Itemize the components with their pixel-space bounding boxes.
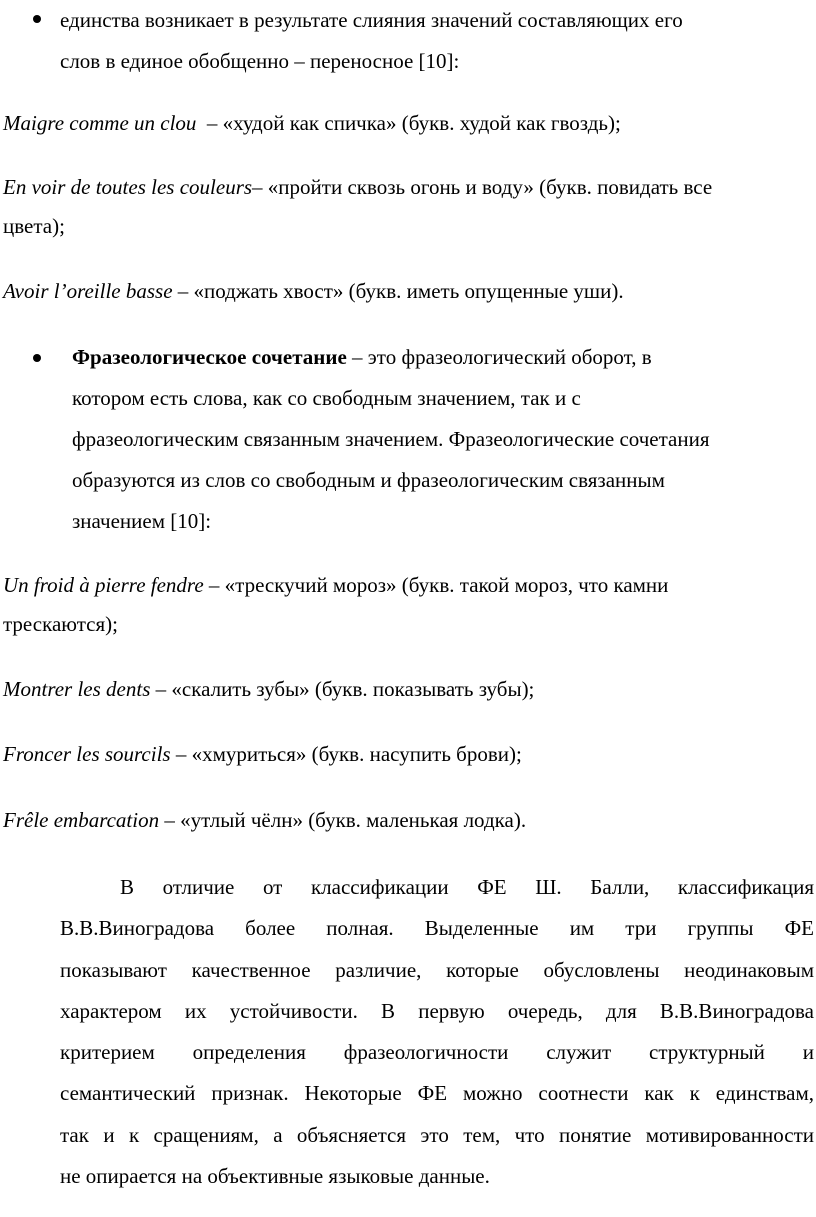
paragraph-line: показывают качественное различие, которые обусловлены неодинаковым — [60, 957, 814, 982]
french-phrase: Avoir l’oreille basse — [3, 279, 173, 303]
paragraph-line: так и к сращениям, а объясняется это тем, что понятие мотивированности — [60, 1122, 814, 1147]
french-phrase: Un froid à pierre fendre — [3, 573, 204, 597]
translation-continued: цвета); — [3, 214, 65, 238]
translation: – «поджать хвост» (букв. иметь опущенные уши). — [172, 279, 624, 303]
example-un-froid — [3, 566, 813, 644]
bullet-line: образуются из слов со свободным и фразеологическим связанным — [72, 468, 665, 492]
translation: – «пройти сквозь огонь и воду» (букв. повидать все — [252, 175, 713, 199]
translation: – «скалить зубы» (букв. показывать зубы); — [150, 677, 535, 701]
paragraph-line: характером их устойчивости. В первую очередь, для В.В.Виноградова — [60, 998, 814, 1023]
bullet-icon — [33, 354, 41, 362]
translation-continued: трескаются); — [3, 612, 118, 636]
bullet-line: значением [10]: — [72, 509, 212, 533]
bullet-item-combination — [30, 337, 810, 542]
translation: – «худой как спичка» (букв. худой как гвоздь); — [196, 111, 621, 135]
bullet-line: фразеологическим связанным значением. Фразеологические сочетания — [72, 427, 710, 451]
example-froncer — [3, 735, 813, 774]
example-avoir — [3, 272, 813, 311]
example-maigre — [3, 104, 813, 143]
french-phrase: Froncer les sourcils — [3, 742, 171, 766]
body-paragraph — [60, 867, 814, 1197]
french-phrase: Maigre comme un clou — [3, 111, 197, 135]
paragraph-line: В отличие от классификации ФЕ Ш. Балли, классификация — [120, 875, 814, 899]
french-phrase: En voir de toutes les couleurs — [3, 175, 253, 199]
translation: – «хмуриться» (букв. насупить брови); — [170, 742, 522, 766]
example-montrer — [3, 670, 813, 709]
bullet-item-unity — [30, 0, 810, 82]
bullet-line-rest: – это фразеологический оборот, в — [346, 345, 652, 369]
example-frele — [3, 801, 813, 840]
paragraph-line: В.В.Виноградова более полная. Выделенные им три группы ФЕ — [60, 916, 814, 941]
bullet-text — [72, 337, 810, 542]
paragraph-line: семантический признак. Некоторые ФЕ можно соотнести как к единствам, — [60, 1081, 814, 1106]
paragraph-line: не опирается на объективные языковые данные. — [60, 1164, 490, 1189]
bold-term: Фразеологическое сочетание — [72, 345, 347, 369]
bullet-icon — [33, 15, 41, 23]
translation: – «утлый чёлн» (букв. маленькая лодка). — [159, 808, 527, 832]
bullet-line: котором есть слова, как со свободным значением, так и с — [72, 386, 581, 410]
paragraph-line: критерием определения фразеологичности служит структурный и — [60, 1040, 814, 1065]
example-en-voir — [3, 168, 813, 246]
bullet-line: слов в единое обобщенно – переносное [10]: — [60, 49, 460, 73]
bullet-text — [60, 0, 810, 82]
french-phrase: Frêle embarcation — [3, 808, 160, 832]
bullet-line: единства возникает в результате слияния значений составляющих его — [60, 8, 683, 32]
french-phrase: Montrer les dents — [3, 677, 151, 701]
translation: – «трескучий мороз» (букв. такой мороз, что камни — [203, 573, 669, 597]
